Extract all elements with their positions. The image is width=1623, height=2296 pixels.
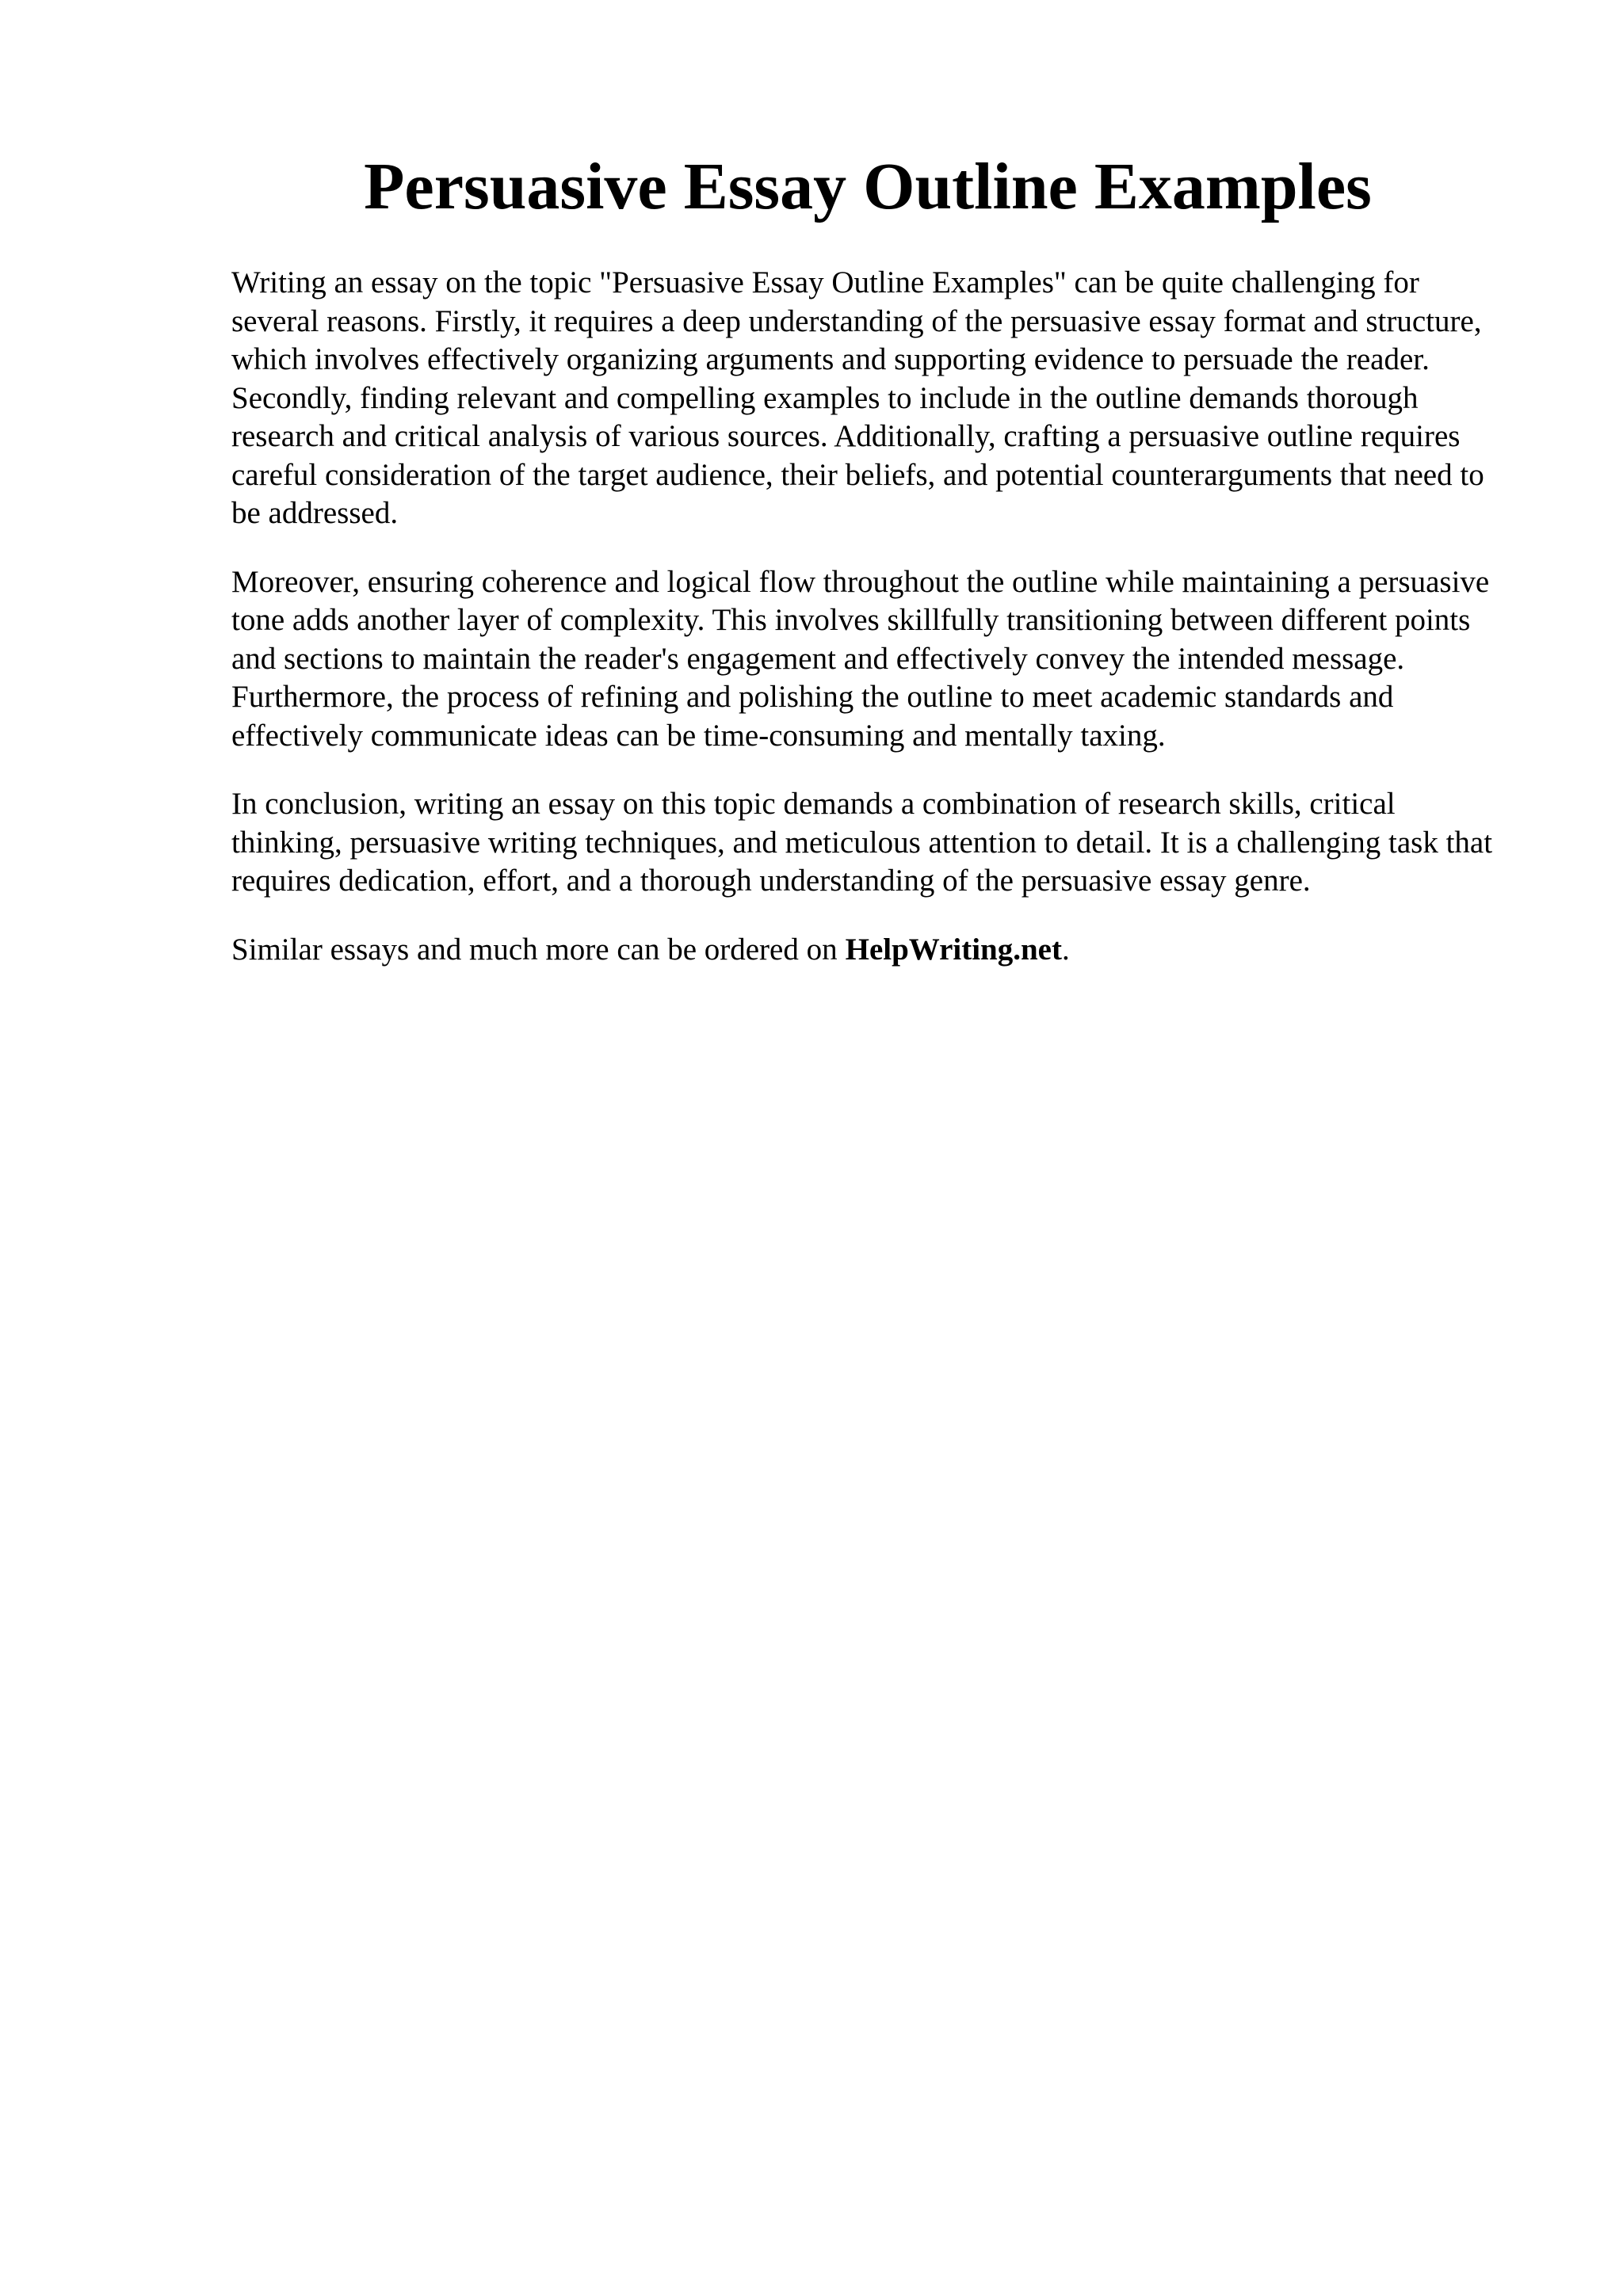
promo-text: Similar essays and much more can be ordered on	[231, 932, 838, 967]
brand-link[interactable]: HelpWriting.net	[845, 932, 1062, 967]
document-title: Persuasive Essay Outline Examples	[364, 150, 1372, 223]
promo-suffix: .	[1061, 932, 1070, 967]
paragraph-conclusion: In conclusion, writing an essay on this topic demands a combination of research skills, critical thinking, persuasive writing techniques, and meticulous attention to detail. It is a challenging task that requires dedication, effort, and a thorough understanding of the persuasive essay genre.	[231, 787, 1493, 898]
paragraph-complexity: Moreover, ensuring coherence and logical flow throughout the outline while maintaining a persuasive tone adds another layer of complexity. This involves skillfully transitioning between different points and sections to maintain the reader's engagement and effectively convey the intended message. Furthermore, the process of refining and polishing the outline to meet academic standards and effectively communicate ideas can be time-consuming and mentally taxing.	[231, 564, 1490, 753]
paragraph-intro: Writing an essay on the topic "Persuasive Essay Outline Examples" can be quite challenging for several reasons. Firstly, it requires a deep understanding of the persuasive essay format and structure, which involves effectively organizing arguments and supporting evidence to persuade the reader. Secondly, finding relevant and compelling examples to include in the outline demands thorough research and critical analysis of various sources. Additionally, crafting a persuasive outline requires careful consideration of the target audience, their beliefs, and potential counterarguments that need to be addressed.	[231, 265, 1484, 530]
promo-line	[231, 931, 1507, 970]
document-body	[231, 264, 1507, 969]
